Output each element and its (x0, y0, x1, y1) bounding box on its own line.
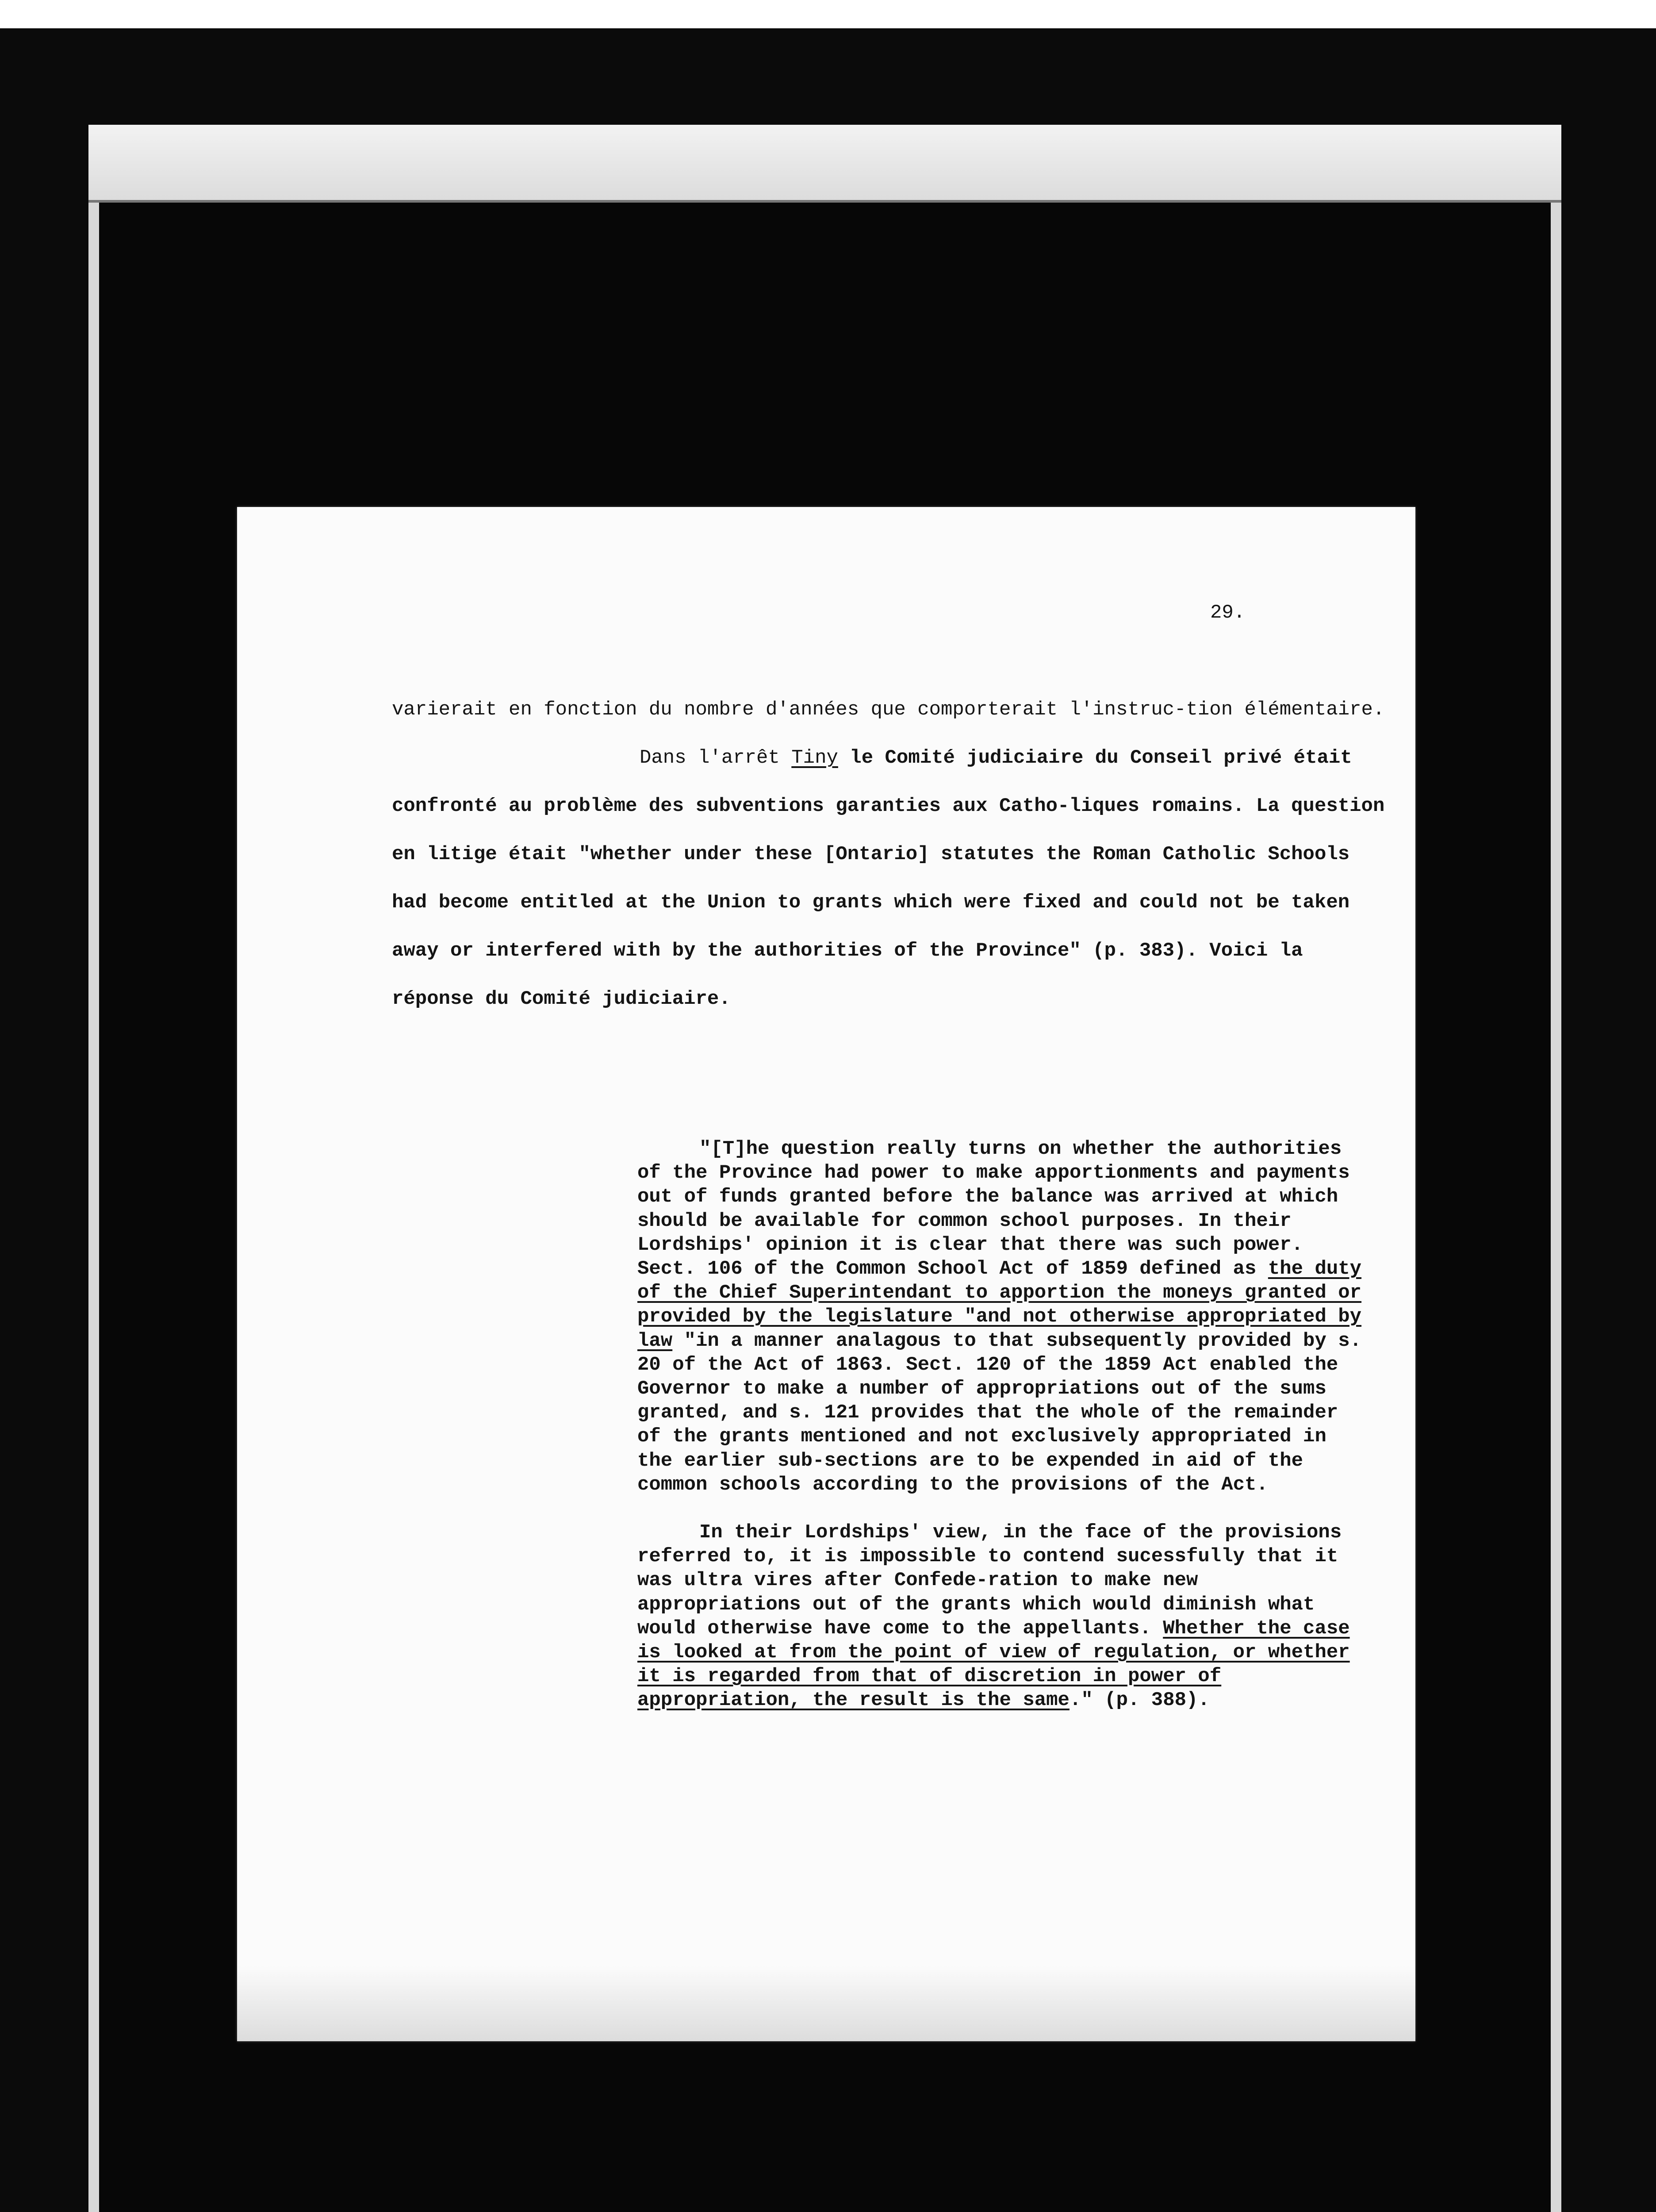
quote-p1-underlined: the duty of the Chief Superintendant to apportion the moneys granted or provided by the legislature "and not otherwise appropriated by law (637, 1258, 1362, 1352)
page-bottom-shadow (237, 1966, 1415, 2041)
paragraph-2-intro: Dans l'arrêt (640, 747, 792, 769)
quote-p2-underlined: Whether the case is looked at from the point of view of regulation, or whether it is regarded from that of discretion in power of appropriation, the result is the same (637, 1617, 1350, 1712)
quote-paragraph-1 (637, 1137, 1363, 1497)
document-page (237, 507, 1415, 2041)
quote-paragraph-2 (637, 1521, 1363, 1713)
block-quote (637, 1137, 1363, 1713)
quote-p1-before: "[T]he question really turns on whether the authorities of the Province had power to make apportionments and payments out of funds granted before the balance was arrived at which should be available for common school purposes. In their Lordships' opinion it is clear that there was such power. Sect. 106 of the Common School Act of 1859 defined as (637, 1138, 1350, 1280)
paragraph-2-rest: le Comité judiciaire du Conseil privé était confronté au problème des subventions garanties aux Catho-liques romains. La question en litige était "whether under these [Ontario] statutes the Roman Catholic Schools had become entitled at the Union to grants which were fixed and could not be taken away or interfered with by the authorities of the Province" (p. 383). Voici la réponse du Comité judiciaire. (392, 747, 1385, 1010)
quote-p2-after: ." (p. 388). (1069, 1689, 1210, 1712)
slide-top-strip (88, 125, 1561, 203)
quote-p1-after: "in a manner analagous to that subsequently provided by s. 20 of the Act of 1863. Sect. 120 of the 1859 Act enabled the Governor to make a number of appropriations out of the sums granted, and s. 121 provides that the whole of the remainder of the grants mentioned and not exclusively appropriated in the earlier sub-sections are to be expended in aid of the common schools according to the provisions of the Act. (637, 1329, 1362, 1496)
paragraph-2 (392, 734, 1392, 1023)
page-number: 29. (1210, 602, 1246, 624)
body-text (392, 686, 1392, 1023)
paragraph-1: varierait en fonction du nombre d'années que comporterait l'instruc-tion élémentaire. (392, 699, 1385, 721)
quote-p2-before: In their Lordships' view, in the face of the provisions referred to, it is impossible to contend sucessfully that it was ultra vires after Confede-ration to make new appropriations out of the grants which would diminish what would otherwise have come to the appellants. (637, 1521, 1342, 1640)
case-name: Tiny (791, 747, 838, 769)
